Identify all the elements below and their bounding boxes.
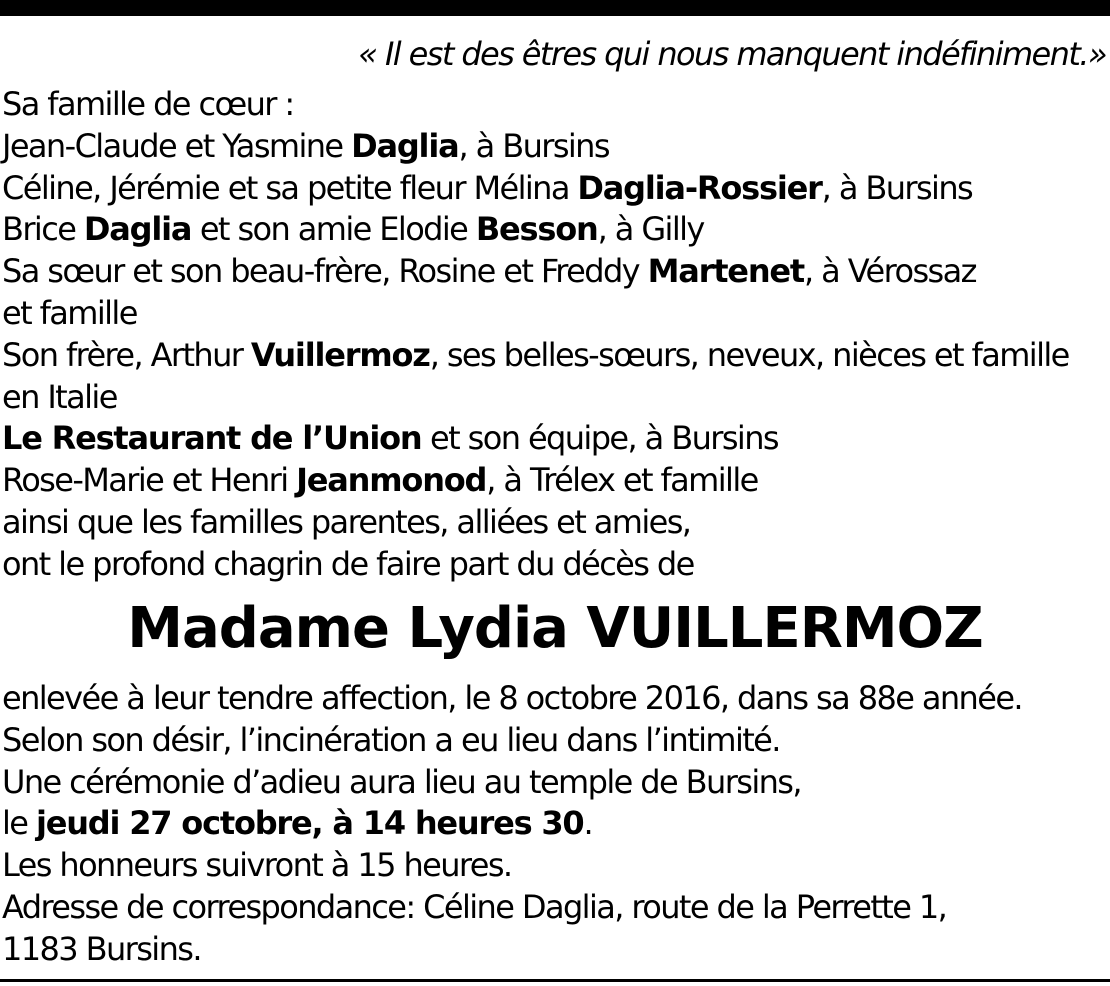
ceremony-date: jeudi 27 octobre, à 14 heures 30 [35,804,584,843]
text: Son frère, Arthur [2,335,251,374]
details-line-1: enlevée à leur tendre affection, le 8 octobre 2016, dans sa 88e année. [2,679,1022,717]
deceased-name: Madame Lydia VUILLERMOZ [127,596,983,661]
details-line-4 [2,803,1108,845]
text: Sa sœur et son beau-frère, Rosine et Freddy [2,252,648,291]
text: , à Gilly [597,210,704,249]
text: Brice [2,210,84,249]
family-line-11: ont le profond chagrin de faire part du décès de [2,544,694,583]
surname: Jeanmonod [296,461,487,500]
family-line-4 [2,251,1108,293]
family-intro: Sa famille de cœur : [2,85,294,123]
text: Céline, Jérémie et sa petite fleur Mélina [2,168,578,207]
text: , à Vérossaz [804,252,976,291]
text: . [583,804,593,843]
text: , ses belles-sœurs, neveux, nièces et famille [429,335,1069,374]
family-line-10: ainsi que les familles parentes, alliées et amies, [2,502,691,541]
surname: Daglia-Rossier [577,168,822,207]
text: Jean-Claude et Yasmine [2,126,352,165]
surname: Daglia [83,210,192,249]
family-line-2 [2,168,1108,210]
text: et son amie Elodie [191,210,476,249]
surname: Besson [475,210,598,249]
details-line-6: Adresse de correspondance: Céline Daglia, route de la Perrette 1, [2,887,947,926]
text: Rose-Marie et Henri [2,461,297,500]
family-line-8 [2,418,1108,460]
family-line-9 [2,460,1108,502]
bottom-border [0,979,1110,982]
text: le [2,804,36,843]
ceremony-details [2,678,1108,971]
epigraph-quote: « Il est des êtres qui nous manquent indéfiniment.» [358,35,1106,73]
surname: Martenet [647,252,804,291]
surname: Vuillermoz [250,335,430,374]
text: et son équipe, à Bursins [421,419,778,458]
family-line-7: en Italie [2,377,117,416]
text: , à Bursins [821,168,973,207]
family-line-3 [2,209,1108,251]
text: , à Bursins [458,126,609,165]
details-line-5: Les honneurs suivront à 15 heures. [2,846,512,885]
business-name: Le Restaurant de l’Union [2,419,422,458]
text: , à Trélex et famille [486,461,758,500]
details-line-7: 1183 Bursins. [2,929,201,968]
top-border [0,0,1110,16]
surname: Daglia [351,126,459,165]
details-line-3: Une cérémonie d’adieu aura lieu au temple de Bursins, [2,762,801,801]
family-line-5: et famille [2,293,137,332]
family-line-6 [2,335,1108,377]
family-line-1 [2,126,1108,168]
family-list [2,84,1108,586]
details-line-2: Selon son désir, l’incinération a eu lieu dans l’intimité. [2,720,780,759]
